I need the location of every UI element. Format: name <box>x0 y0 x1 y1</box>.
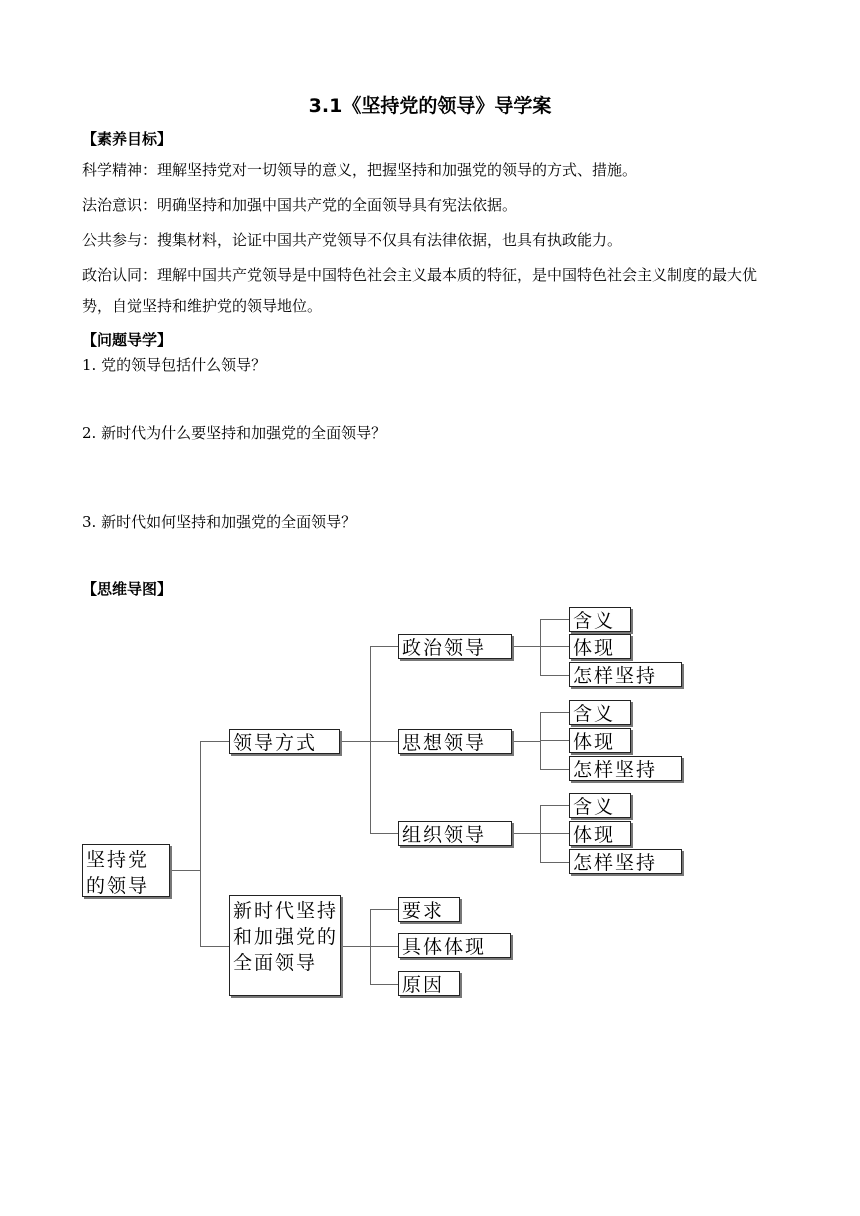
mindmap-leaf: 含义 <box>569 793 631 818</box>
mindmap-leaf: 体现 <box>569 634 631 659</box>
mindmap-political-leadership: 政治领导 <box>398 634 512 659</box>
mindmap-heading: 【思维导图】 <box>82 580 173 598</box>
mindmap-ideological-leadership: 思想领导 <box>398 729 512 754</box>
mindmap-organizational-leadership: 组织领导 <box>398 821 512 846</box>
page-title: 3.1《坚持党的领导》导学案 <box>308 95 552 117</box>
mindmap-leaf: 体现 <box>569 821 631 846</box>
question-2: 2. 新时代为什么要坚持和加强党的全面领导？ <box>82 424 387 442</box>
goal-participation: 公共参与：搜集材料，论证中国共产党领导不仅具有法律依据，也具有执政能力。 <box>82 231 623 249</box>
question-3: 3. 新时代如何坚持和加强党的全面领导？ <box>82 513 357 531</box>
mindmap-leaf: 怎样坚持 <box>569 756 682 781</box>
mindmap-leaf: 含义 <box>569 700 631 725</box>
mindmap-leaf-requirements: 要求 <box>398 897 460 922</box>
question-1: 1. 党的领导包括什么领导？ <box>82 356 267 374</box>
goal-political: 政治认同：理解中国共产党领导是中国特色社会主义最本质的特征，是中国特色社会主义制度的最大优势，自觉坚持和维护党的领导地位。 <box>82 266 758 315</box>
mindmap-branch-leadership-methods: 领导方式 <box>229 729 340 754</box>
goal-law: 法治意识：明确坚持和加强中国共产党的全面领导具有宪法依据。 <box>82 196 518 214</box>
questions-heading: 【问题导学】 <box>82 331 173 349</box>
mindmap-leaf: 体现 <box>569 728 631 753</box>
goals-heading: 【素养目标】 <box>82 130 173 148</box>
mindmap-leaf: 含义 <box>569 607 631 632</box>
mindmap-root: 坚持党的领导 <box>82 844 170 897</box>
mindmap-leaf: 怎样坚持 <box>569 849 682 874</box>
mindmap-leaf-reasons: 原因 <box>398 971 460 996</box>
mindmap-leaf: 怎样坚持 <box>569 662 682 687</box>
mindmap-branch-new-era: 新时代坚持和加强党的全面领导 <box>229 895 341 996</box>
mindmap-leaf-manifestations: 具体体现 <box>398 933 511 958</box>
goal-science: 科学精神：理解坚持党对一切领导的意义，把握坚持和加强党的领导的方式、措施。 <box>82 161 638 179</box>
